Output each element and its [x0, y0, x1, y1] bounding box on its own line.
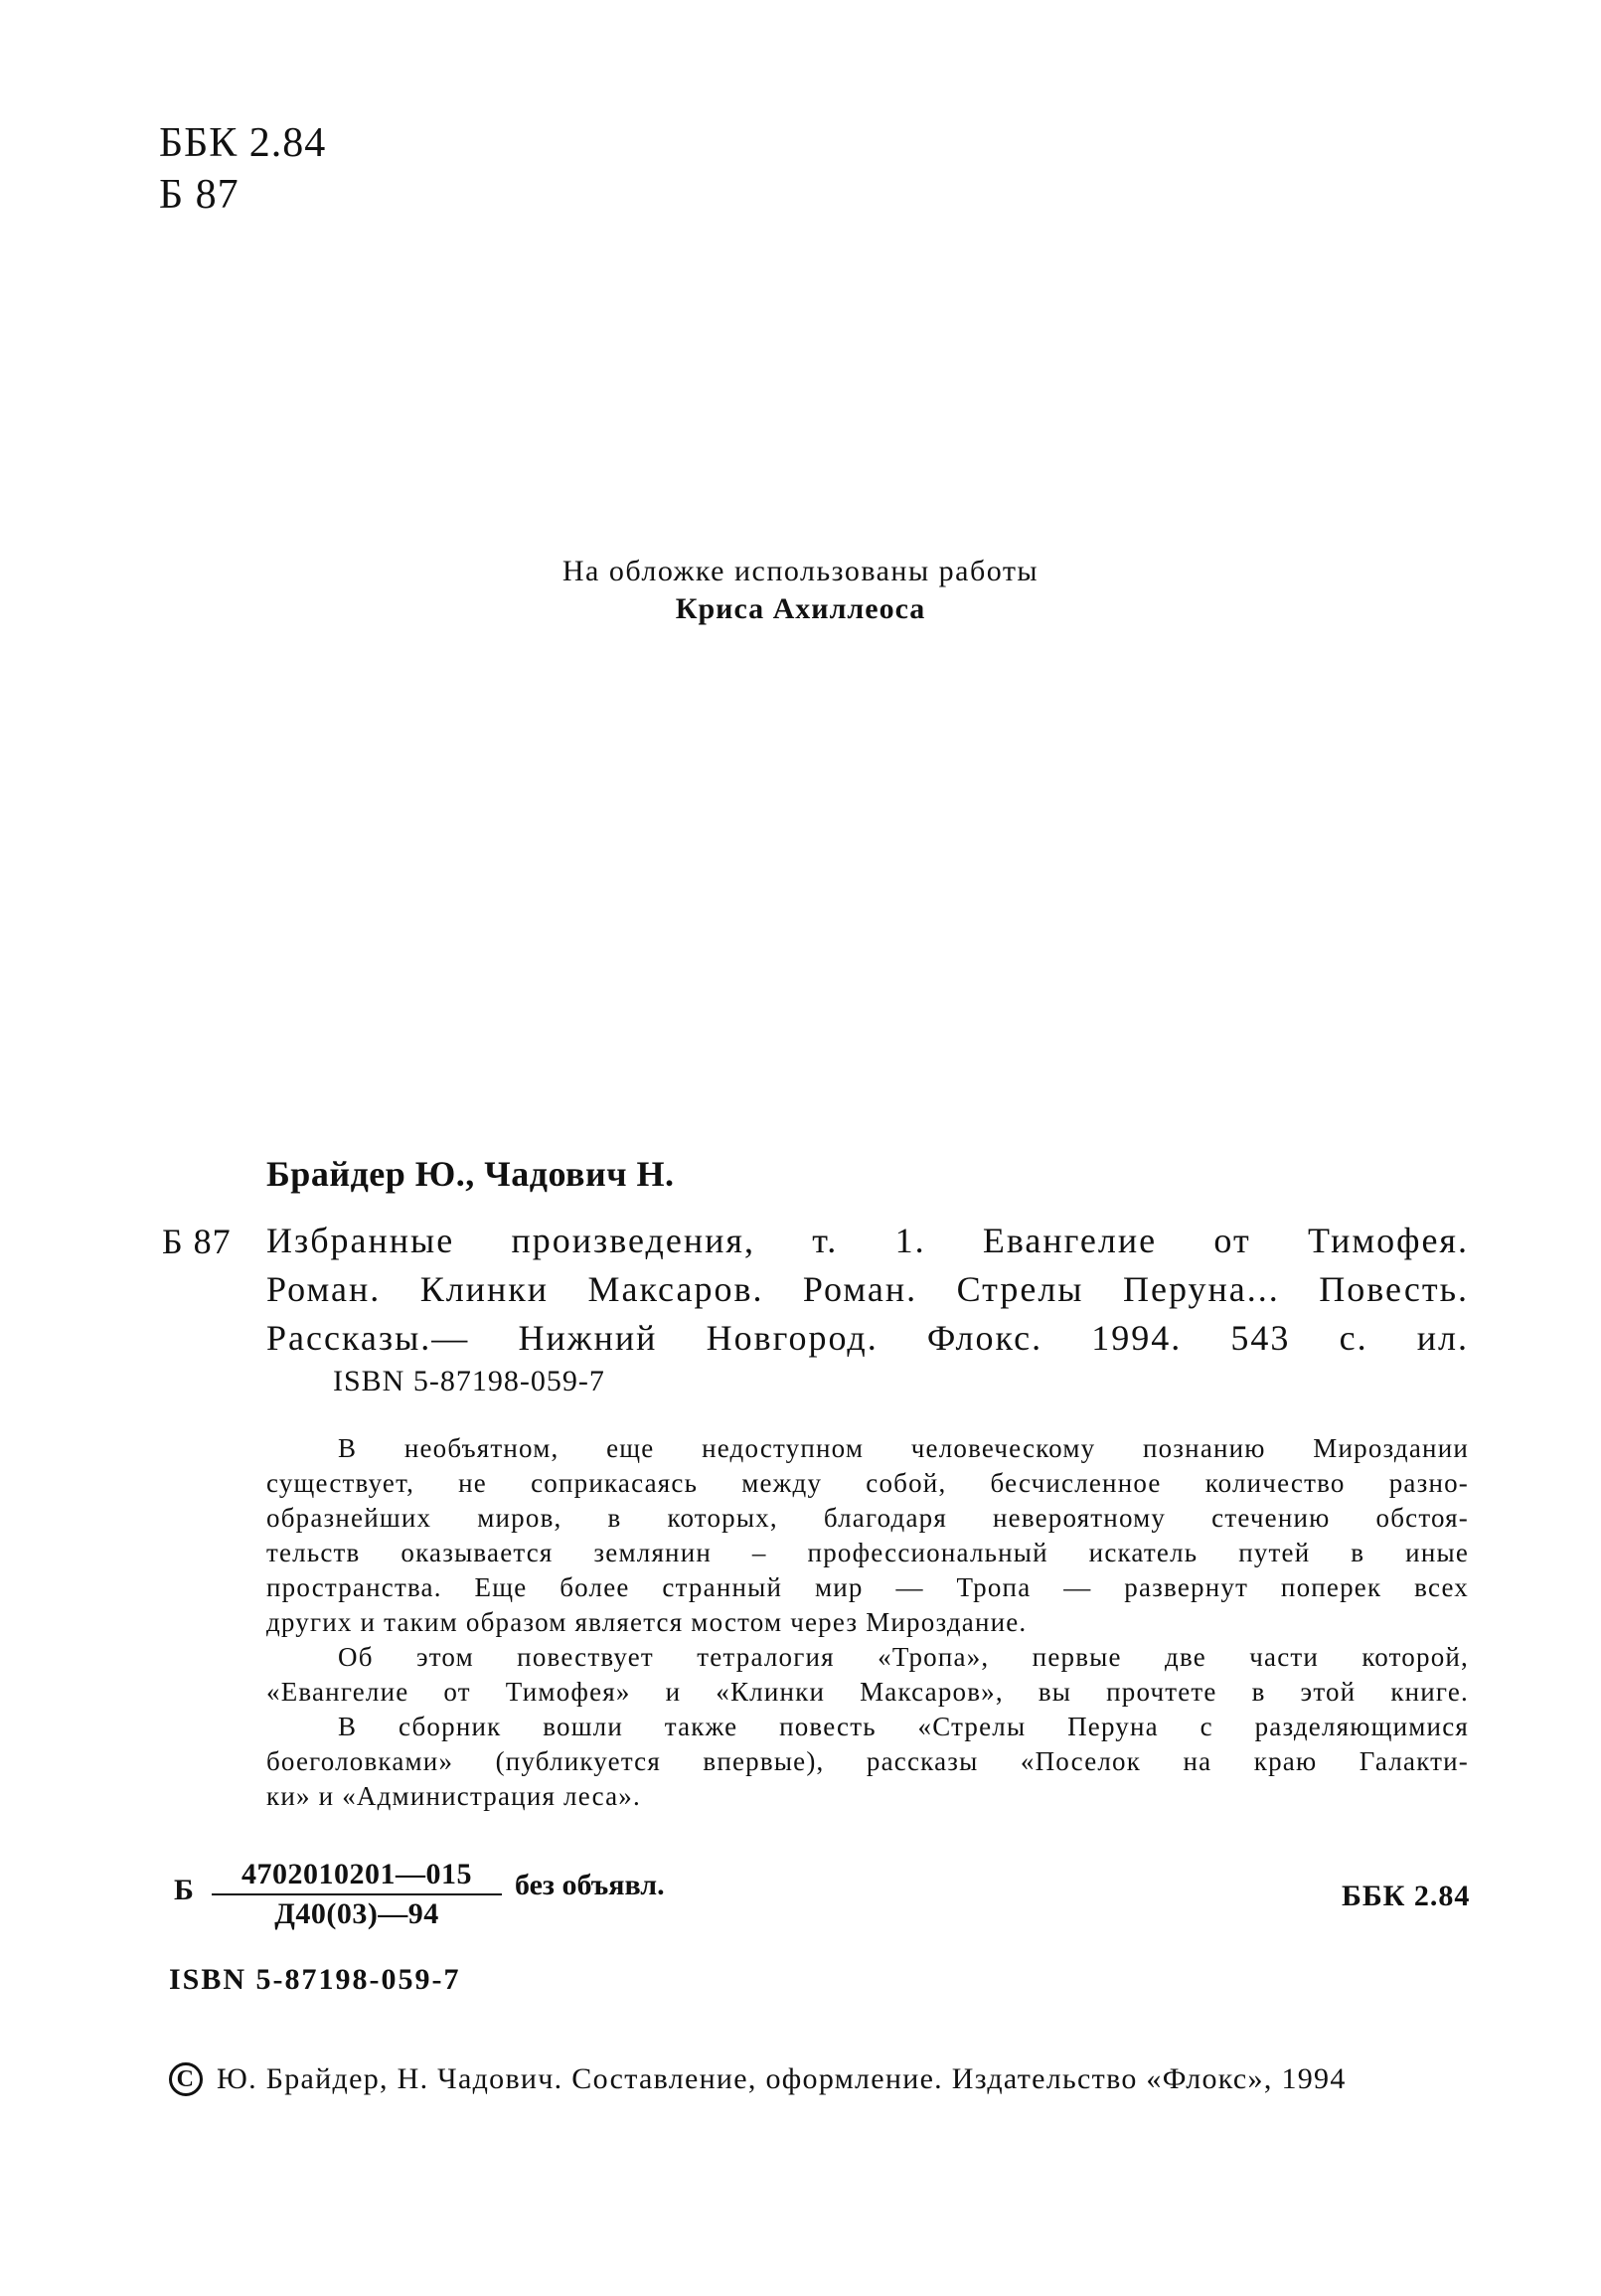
- card-description-line: Роман. Клинки Максаров. Роман. Стрелы Перуна... Повесть.: [266, 1269, 1469, 1309]
- card-description-line: Рассказы.— Нижний Новгород. Флокс. 1994. 543 с. ил.: [266, 1318, 1469, 1358]
- annotation-line: боеголовками» (публикуется впервые), рассказы «Поселок на краю Галакти-: [266, 1746, 1469, 1776]
- imprint-code-fraction: [212, 1857, 502, 1933]
- copyright-icon: C: [169, 2062, 203, 2096]
- annotation-line: существует, не соприкасаясь между собой, бесчисленное количество разно-: [266, 1468, 1469, 1498]
- imprint-bbk: ББК 2.84: [1342, 1880, 1471, 1912]
- bbk-code: ББК 2.84: [159, 120, 327, 166]
- copyright-text: Ю. Брайдер, Н. Чадович. Составление, оформление. Издательство «Флокс», 1994: [217, 2062, 1347, 2095]
- annotation: [266, 1431, 1469, 1814]
- annotation-line: В сборник вошли также повесть «Стрелы Перуна с разделяющимися: [338, 1712, 1469, 1741]
- card-description: [266, 1217, 1469, 1363]
- annotation-line: других и таким образом является мостом через Мироздание.: [266, 1607, 1028, 1637]
- card-description-line: Избранные произведения, т. 1. Евангелие от Тимофея.: [266, 1221, 1469, 1260]
- imprint-isbn: ISBN 5-87198-059-7: [169, 1963, 461, 1996]
- annotation-line: «Евангелие от Тимофея» и «Клинки Максаров», вы прочтете в этой книге.: [266, 1677, 1469, 1707]
- annotation-line: В необъятном, еще недоступном человеческому познанию Мироздании: [338, 1433, 1469, 1463]
- imprint-numerator: 4702010201—015: [212, 1857, 502, 1895]
- imprint-note: без объявл.: [515, 1869, 665, 1901]
- annotation-line: образнейших миров, в которых, благодаря невероятному стечению обстоя-: [266, 1503, 1469, 1533]
- cover-credit: [0, 553, 1601, 628]
- imprint-letter: Б: [174, 1874, 194, 1906]
- card-index: Б 87: [162, 1222, 232, 1261]
- copyright-line: [169, 2062, 1347, 2096]
- cover-artist: Криса Ахиллеоса: [675, 592, 926, 625]
- imprint-denominator: Д40(03)—94: [274, 1897, 439, 1930]
- card-isbn: ISBN 5-87198-059-7: [333, 1365, 605, 1397]
- annotation-line: Об этом повествует тетралогия «Тропа», первые две части которой,: [338, 1642, 1469, 1672]
- annotation-line: ки» и «Администрация леса».: [266, 1781, 641, 1811]
- annotation-line: тельств оказывается землянин – профессиональный искатель путей в иные: [266, 1538, 1469, 1567]
- card-authors: Брайдер Ю., Чадович Н.: [266, 1154, 675, 1194]
- author-mark: Б 87: [159, 172, 240, 218]
- cover-credit-text: На обложке использованы работы: [561, 555, 1040, 587]
- annotation-line: пространства. Еще более странный мир — Тропа — развернут поперек всех: [266, 1572, 1469, 1602]
- catalog-codes: [159, 117, 326, 221]
